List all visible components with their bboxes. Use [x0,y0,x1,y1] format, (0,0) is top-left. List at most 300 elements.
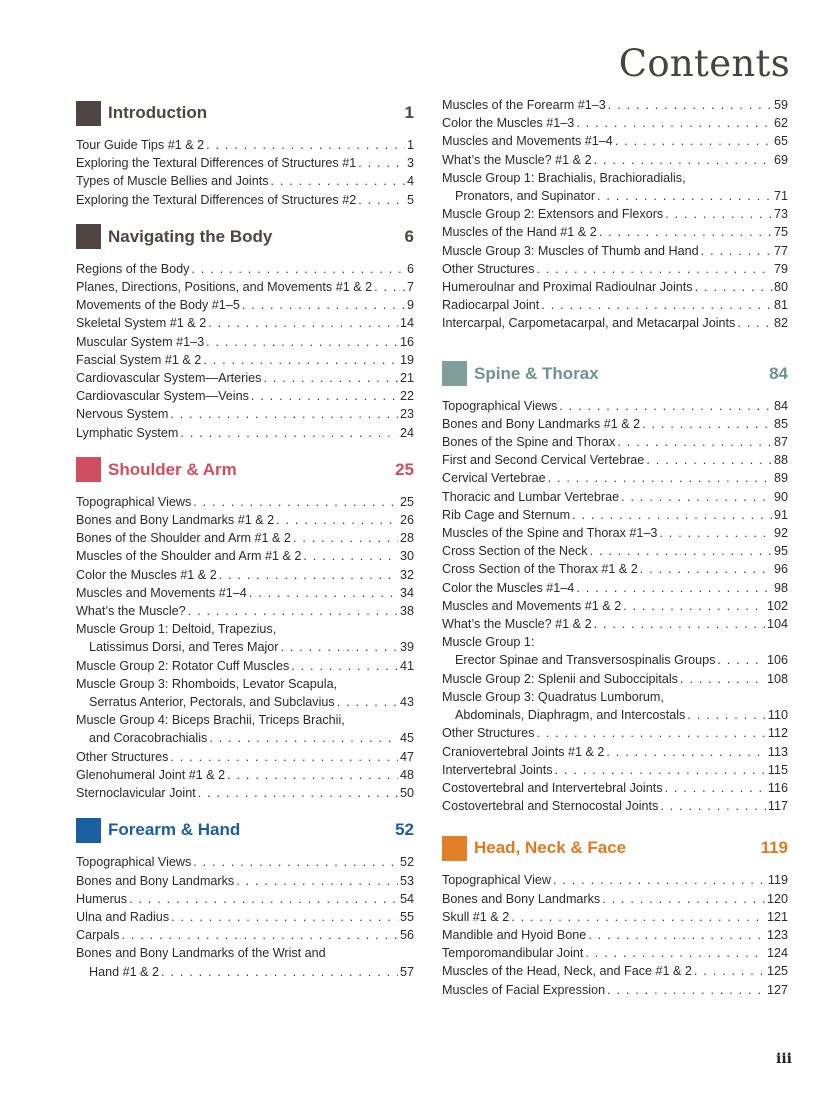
dot-leader [280,638,398,656]
dot-leader [249,584,398,602]
toc-entry[interactable] [76,351,414,369]
toc-entry-title: Muscles of the Head, Neck, and Face #1 & 2 [442,964,692,979]
toc-entry-title: Muscle Group 4: Biceps Brachii, Triceps Brachii, [76,713,345,728]
toc-entry[interactable] [76,963,414,981]
dot-leader [659,524,772,542]
dot-leader [559,397,772,415]
toc-entry[interactable] [76,657,414,675]
toc-entry-page: 113 [767,744,788,759]
toc-entry-title: Cross Section of the Thorax #1 & 2 [442,562,638,577]
dot-leader [171,908,398,926]
section-color-swatch [76,224,101,249]
toc-entry-page: 1 [406,138,414,152]
toc-entry[interactable] [442,260,788,278]
dot-leader [219,566,398,584]
toc-entry-title: Exploring the Textural Differences of Structures #2 [76,192,357,207]
toc-entry[interactable] [442,579,788,597]
dot-leader [170,405,398,423]
dot-leader [588,926,765,944]
toc-entry-title: Types of Muscle Bellies and Joints [76,174,269,189]
toc-entry[interactable] [442,743,788,761]
toc-entry[interactable] [442,187,788,205]
dot-leader [206,333,398,351]
dot-leader [541,296,772,314]
dot-leader [161,963,398,981]
toc-entry-title: Muscles of Facial Expression [442,982,606,997]
toc-entry[interactable] [442,670,788,688]
toc-entry-title: Muscles of the Shoulder and Arm #1 & 2 [76,549,302,564]
toc-entry-title: Glenohumeral Joint #1 & 2 [76,767,226,782]
toc-entry[interactable] [76,908,414,926]
toc-entry-page: 106 [766,653,788,668]
toc-entry-page: 21 [399,371,414,386]
toc-entry[interactable] [76,748,414,766]
dot-leader [617,433,772,451]
dot-leader [511,908,765,926]
toc-entry[interactable] [76,584,414,602]
toc-entry-page: 3 [406,156,414,171]
toc-entry[interactable] [76,333,414,351]
dot-leader [209,729,398,747]
toc-entry[interactable] [76,154,414,172]
toc-entry-page: 80 [773,280,788,295]
toc-entry-page: 124 [766,946,788,961]
toc-entry-title: Tour Guide Tips #1 & 2 [76,138,205,152]
toc-entry-page: 125 [766,964,788,979]
toc-entry-page: 102 [766,598,788,613]
dot-leader [358,154,405,172]
toc-entry[interactable] [442,797,788,815]
toc-entry[interactable] [76,890,414,908]
toc-entry[interactable] [442,506,788,524]
toc-entry-page: 53 [399,873,414,888]
dot-leader [121,926,398,944]
toc-entry[interactable] [442,962,788,980]
toc-entry[interactable] [76,784,414,802]
toc-entry-title: Carpals [76,928,120,943]
toc-entry-title: Muscles and Movements #1–4 [442,134,613,149]
toc-entry[interactable] [76,602,414,620]
right-column [442,96,788,1014]
toc-entry-title: Costovertebral and Sternocostal Joints [442,799,659,814]
toc-entry-page: 62 [773,116,788,131]
dot-leader [695,278,772,296]
toc-entry[interactable] [442,114,788,132]
toc-entry-title: What’s the Muscle? #1 & 2 [442,617,592,632]
dot-leader [170,748,398,766]
toc-entry-page: 88 [773,453,788,468]
page-folio: iii [776,1051,792,1067]
toc-entry-title: Other Structures [76,749,169,764]
toc-entry[interactable] [76,675,414,693]
toc-entry[interactable] [76,872,414,890]
toc-entry[interactable] [76,638,414,656]
dot-leader [597,187,772,205]
toc-entry-title: Bones of the Shoulder and Arm #1 & 2 [76,531,291,546]
toc-entry-page: 56 [399,928,414,943]
toc-entry-title: Bones and Bony Landmarks [442,891,601,906]
toc-entry[interactable] [76,766,414,784]
toc-entry-title: Exploring the Textural Differences of Structures #1 [76,156,357,171]
toc-entry[interactable] [442,542,788,560]
toc-entry-title: Muscle Group 2: Extensors and Flexors [442,207,664,222]
toc-entry-title: Humeroulnar and Proximal Radioulnar Joints [442,280,693,295]
toc-entry-title: Cardiovascular System—Veins [76,389,249,404]
toc-entry[interactable] [442,524,788,542]
toc-entry[interactable] [442,451,788,469]
toc-entry-title: Intervertebral Joints [442,762,553,777]
toc-entry[interactable] [442,908,788,926]
toc-entry[interactable] [76,853,414,871]
dot-leader [642,415,772,433]
toc-entry[interactable] [76,172,414,190]
toc-entry-title: Planes, Directions, Positions, and Movements #1 & 2 [76,280,373,295]
section-shoulder-arm [76,457,414,802]
toc-entry[interactable] [442,433,788,451]
toc-entry-title: Fascial System #1 & 2 [76,352,202,367]
entry-list [442,96,788,333]
toc-entry-title: Thoracic and Lumbar Vertebrae [442,489,620,504]
toc-entry-page: 77 [773,243,788,258]
dot-leader [680,670,765,688]
toc-entry[interactable] [76,405,414,423]
toc-entry-title: Bones and Bony Landmarks #1 & 2 [76,513,275,528]
dot-leader [576,114,772,132]
entry-list [76,136,414,209]
toc-entry[interactable] [442,706,788,724]
toc-entry-title: Cervical Vertebrae [442,471,546,486]
toc-entry[interactable] [76,944,414,962]
toc-entry-page: 28 [399,531,414,546]
dot-leader [276,511,398,529]
dot-leader [701,242,772,260]
section-page-number: 25 [395,459,414,479]
toc-entry[interactable] [442,296,788,314]
dot-leader [687,706,766,724]
toc-entry-title: Nervous System [76,407,169,422]
dot-leader [640,560,772,578]
dot-leader [203,351,398,369]
toc-entry-page: 6 [406,261,414,276]
toc-entry-title: Color the Muscles #1–3 [442,116,575,131]
toc-entry-page: 115 [767,762,788,777]
toc-entry-title: First and Second Cervical Vertebrae [442,453,645,468]
toc-entry[interactable] [442,890,788,908]
toc-entry-title: Muscle Group 2: Rotator Cuff Muscles [76,658,290,673]
toc-entry[interactable] [442,871,788,889]
toc-entry-title: Latissimus Dorsi, and Teres Major [89,640,279,655]
section-header[interactable] [76,817,414,843]
dot-leader [129,890,398,908]
toc-entry-title: Muscles and Movements #1–4 [76,585,247,600]
toc-entry-page: 26 [399,513,414,528]
section-page-number: 6 [404,226,414,246]
toc-entry-title: Erector Spinae and Transversospinalis Groups [455,653,716,668]
toc-entry-title: What’s the Muscle? [76,604,186,619]
dot-leader [263,369,398,387]
toc-entry-page: 57 [399,964,414,979]
toc-entry-title: Topographical Views [442,398,558,413]
toc-entry-page: 9 [406,298,414,313]
toc-entry[interactable] [442,560,788,578]
toc-entry-page: 73 [773,207,788,222]
dot-leader [623,597,765,615]
section-header[interactable] [442,361,788,387]
toc-entry[interactable] [76,387,414,405]
dot-leader [555,761,766,779]
toc-entry[interactable] [76,620,414,638]
toc-entry-title: Muscle Group 2: Splenii and Suboccipitals [442,671,678,686]
toc-entry[interactable] [442,651,788,669]
toc-entry[interactable] [442,397,788,415]
toc-entry-title: Intercarpal, Carpometacarpal, and Metacarpal Joints [442,316,736,331]
toc-entry[interactable] [442,415,788,433]
toc-entry-page: 39 [399,640,414,655]
section-navigating-the-body [76,224,414,442]
toc-entry[interactable] [76,729,414,747]
toc-entry-title: Muscles of the Spine and Thorax #1–3 [442,526,658,541]
toc-entry[interactable] [442,944,788,962]
toc-entry-title: Muscles and Movements #1 & 2 [442,598,622,613]
dot-leader [291,657,398,675]
toc-entry-title: Cross Section of the Neck [442,544,588,559]
dot-leader [198,784,398,802]
toc-entry-page: 47 [399,749,414,764]
toc-entry-title: Color the Muscles #1–4 [442,580,575,595]
toc-entry-page: 108 [766,671,788,686]
section-page-number: 119 [760,838,788,858]
dot-leader [180,424,398,442]
toc-entry-page: 116 [767,780,788,795]
toc-entry-page: 104 [766,617,788,632]
toc-entry[interactable] [76,260,414,278]
entry-list [76,260,414,442]
toc-entry-page: 121 [766,909,788,924]
toc-entry[interactable] [442,724,788,742]
dot-leader [251,387,398,405]
toc-entry-page: 22 [399,389,414,404]
toc-entry[interactable] [442,242,788,260]
section-title: Spine & Thorax [474,363,599,383]
toc-entry-title: Regions of the Body [76,261,190,276]
toc-entry-page: 52 [399,855,414,870]
dot-leader [206,136,405,154]
toc-entry-title: Craniovertebral Joints #1 & 2 [442,744,605,759]
toc-entry-page: 90 [773,489,788,504]
dot-leader [590,542,772,560]
toc-entry-page: 110 [767,708,788,723]
toc-entry[interactable] [76,136,414,154]
toc-entry-page: 23 [399,407,414,422]
dot-leader [602,890,765,908]
dot-leader [585,944,765,962]
toc-entry-title: Muscle Group 1: Deltoid, Trapezius, [76,622,277,637]
toc-entry[interactable] [76,314,414,332]
toc-entry[interactable] [442,779,788,797]
toc-entry-title: Muscle Group 3: Rhomboids, Levator Scapula, [76,676,338,691]
dot-leader [293,529,398,547]
toc-entry-page: 120 [766,891,788,906]
toc-entry[interactable] [442,488,788,506]
toc-entry-page: 41 [399,658,414,673]
toc-entry[interactable] [442,469,788,487]
toc-entry-page: 4 [406,174,414,189]
dot-leader [606,743,766,761]
toc-entry-title: Mandible and Hyoid Bone [442,927,587,942]
toc-entry-page: 69 [773,152,788,167]
toc-entry-title: Abdominals, Diaphragm, and Intercostals [455,708,686,723]
toc-entry[interactable] [76,529,414,547]
toc-entry[interactable] [442,278,788,296]
toc-entry-title: Muscles of the Hand #1 & 2 [442,225,597,240]
toc-entry[interactable] [442,223,788,241]
toc-entry-page: 112 [767,726,788,741]
toc-entry-title: Bones and Bony Landmarks #1 & 2 [442,416,641,431]
toc-entry-title: Muscle Group 1: [442,635,535,650]
toc-entry-title: Movements of the Body #1–5 [76,298,240,313]
toc-entry[interactable] [442,205,788,223]
toc-entry[interactable] [442,633,788,651]
section-page-number: 1 [404,103,414,122]
toc-entry-page: 14 [399,316,414,331]
toc-entry[interactable] [76,424,414,442]
section-page-number: 52 [395,820,414,840]
toc-entry[interactable] [442,314,788,332]
toc-entry-page: 127 [766,982,788,997]
toc-entry-title: Sternoclavicular Joint [76,786,196,801]
section-header[interactable] [76,100,414,126]
dot-leader [374,278,405,296]
toc-entry-title: Muscles of the Forearm #1–3 [442,98,606,112]
toc-entry[interactable] [76,278,414,296]
toc-entry-page: 95 [773,544,788,559]
toc-entry-title: Bones and Bony Landmarks [76,873,235,888]
toc-entry-title: Topographical Views [76,855,192,870]
toc-entry-title: Radiocarpal Joint [442,298,540,313]
toc-entry[interactable] [76,191,414,209]
toc-entry-title: Other Structures [442,726,535,741]
toc-entry-title: Color the Muscles #1 & 2 [76,567,217,582]
dot-leader [536,724,766,742]
section-color-swatch [76,101,101,126]
toc-entry-page: 65 [773,134,788,149]
dot-leader [358,191,405,209]
dot-leader [188,602,398,620]
toc-entry[interactable] [442,96,788,114]
section-title: Head, Neck & Face [474,838,627,858]
toc-entry[interactable] [76,369,414,387]
toc-entry-page: 5 [406,192,414,207]
section-color-swatch [76,457,101,482]
toc-entry-page: 7 [406,280,414,295]
entry-list [442,871,788,998]
toc-entry-page: 84 [773,398,788,413]
toc-entry[interactable] [442,615,788,633]
dot-leader [193,493,398,511]
toc-entry-page: 79 [773,261,788,276]
toc-entry-page: 30 [399,549,414,564]
dot-leader [660,797,766,815]
toc-entry-title: Topographical Views [76,494,192,509]
section-introduction [76,100,414,209]
toc-entry[interactable] [442,597,788,615]
toc-entry-page: 38 [399,604,414,619]
dot-leader [607,981,765,999]
toc-entry[interactable] [442,761,788,779]
left-column [76,100,414,996]
dot-leader [594,615,765,633]
section-header[interactable] [76,457,414,483]
toc-entry-title: Muscular System #1–3 [76,334,205,349]
toc-entry-title: Hand #1 & 2 [89,964,160,979]
toc-entry-page: 89 [773,471,788,486]
dot-leader [227,766,398,784]
section-color-swatch [442,836,467,861]
toc-entry[interactable] [76,296,414,314]
toc-entry-title: Lymphatic System [76,425,179,440]
toc-entry[interactable] [442,981,788,999]
toc-entry[interactable] [442,926,788,944]
toc-entry[interactable] [76,547,414,565]
toc-entry[interactable] [442,132,788,150]
dot-leader [236,872,398,890]
dot-leader [665,779,766,797]
toc-entry-page: 81 [773,298,788,313]
section-forearm-hand-continued [442,96,788,333]
dot-leader [737,314,772,332]
toc-entry-page: 48 [399,767,414,782]
section-forearm-hand [76,817,414,980]
toc-entry-page: 75 [773,225,788,240]
dot-leader [572,506,772,524]
toc-entry[interactable] [76,566,414,584]
toc-entry-page: 55 [399,909,414,924]
toc-entry-page: 24 [399,425,414,440]
toc-entry-page: 50 [399,786,414,801]
toc-entry[interactable] [442,151,788,169]
dot-leader [337,693,398,711]
dot-leader [193,853,398,871]
toc-entry-page: 32 [399,567,414,582]
entry-list [76,853,414,980]
dot-leader [242,296,405,314]
section-header[interactable] [442,835,788,861]
toc-entry[interactable] [76,693,414,711]
toc-entry-page: 54 [399,891,414,906]
toc-entry-title: Topographical View [442,873,551,888]
toc-entry[interactable] [442,688,788,706]
toc-entry[interactable] [76,926,414,944]
dot-leader [536,260,772,278]
toc-entry-page: 98 [773,580,788,595]
toc-entry-title: and Coracobrachialis [89,731,208,746]
toc-entry-title: Serratus Anterior, Pectorals, and Subclavius [89,695,335,710]
toc-entry[interactable] [76,511,414,529]
toc-entry[interactable] [76,493,414,511]
toc-entry-page: 34 [399,585,414,600]
dot-leader [694,962,765,980]
toc-entry-title: Ulna and Radius [76,909,170,924]
dot-leader [717,651,765,669]
section-header[interactable] [76,224,414,250]
section-title: Shoulder & Arm [108,459,237,479]
toc-entry[interactable] [76,711,414,729]
toc-entry-title: Costovertebral and Intervertebral Joints [442,780,663,795]
toc-entry[interactable] [442,169,788,187]
dot-leader [548,469,772,487]
dot-leader [665,205,772,223]
toc-entry-title: Humerus [76,891,128,906]
